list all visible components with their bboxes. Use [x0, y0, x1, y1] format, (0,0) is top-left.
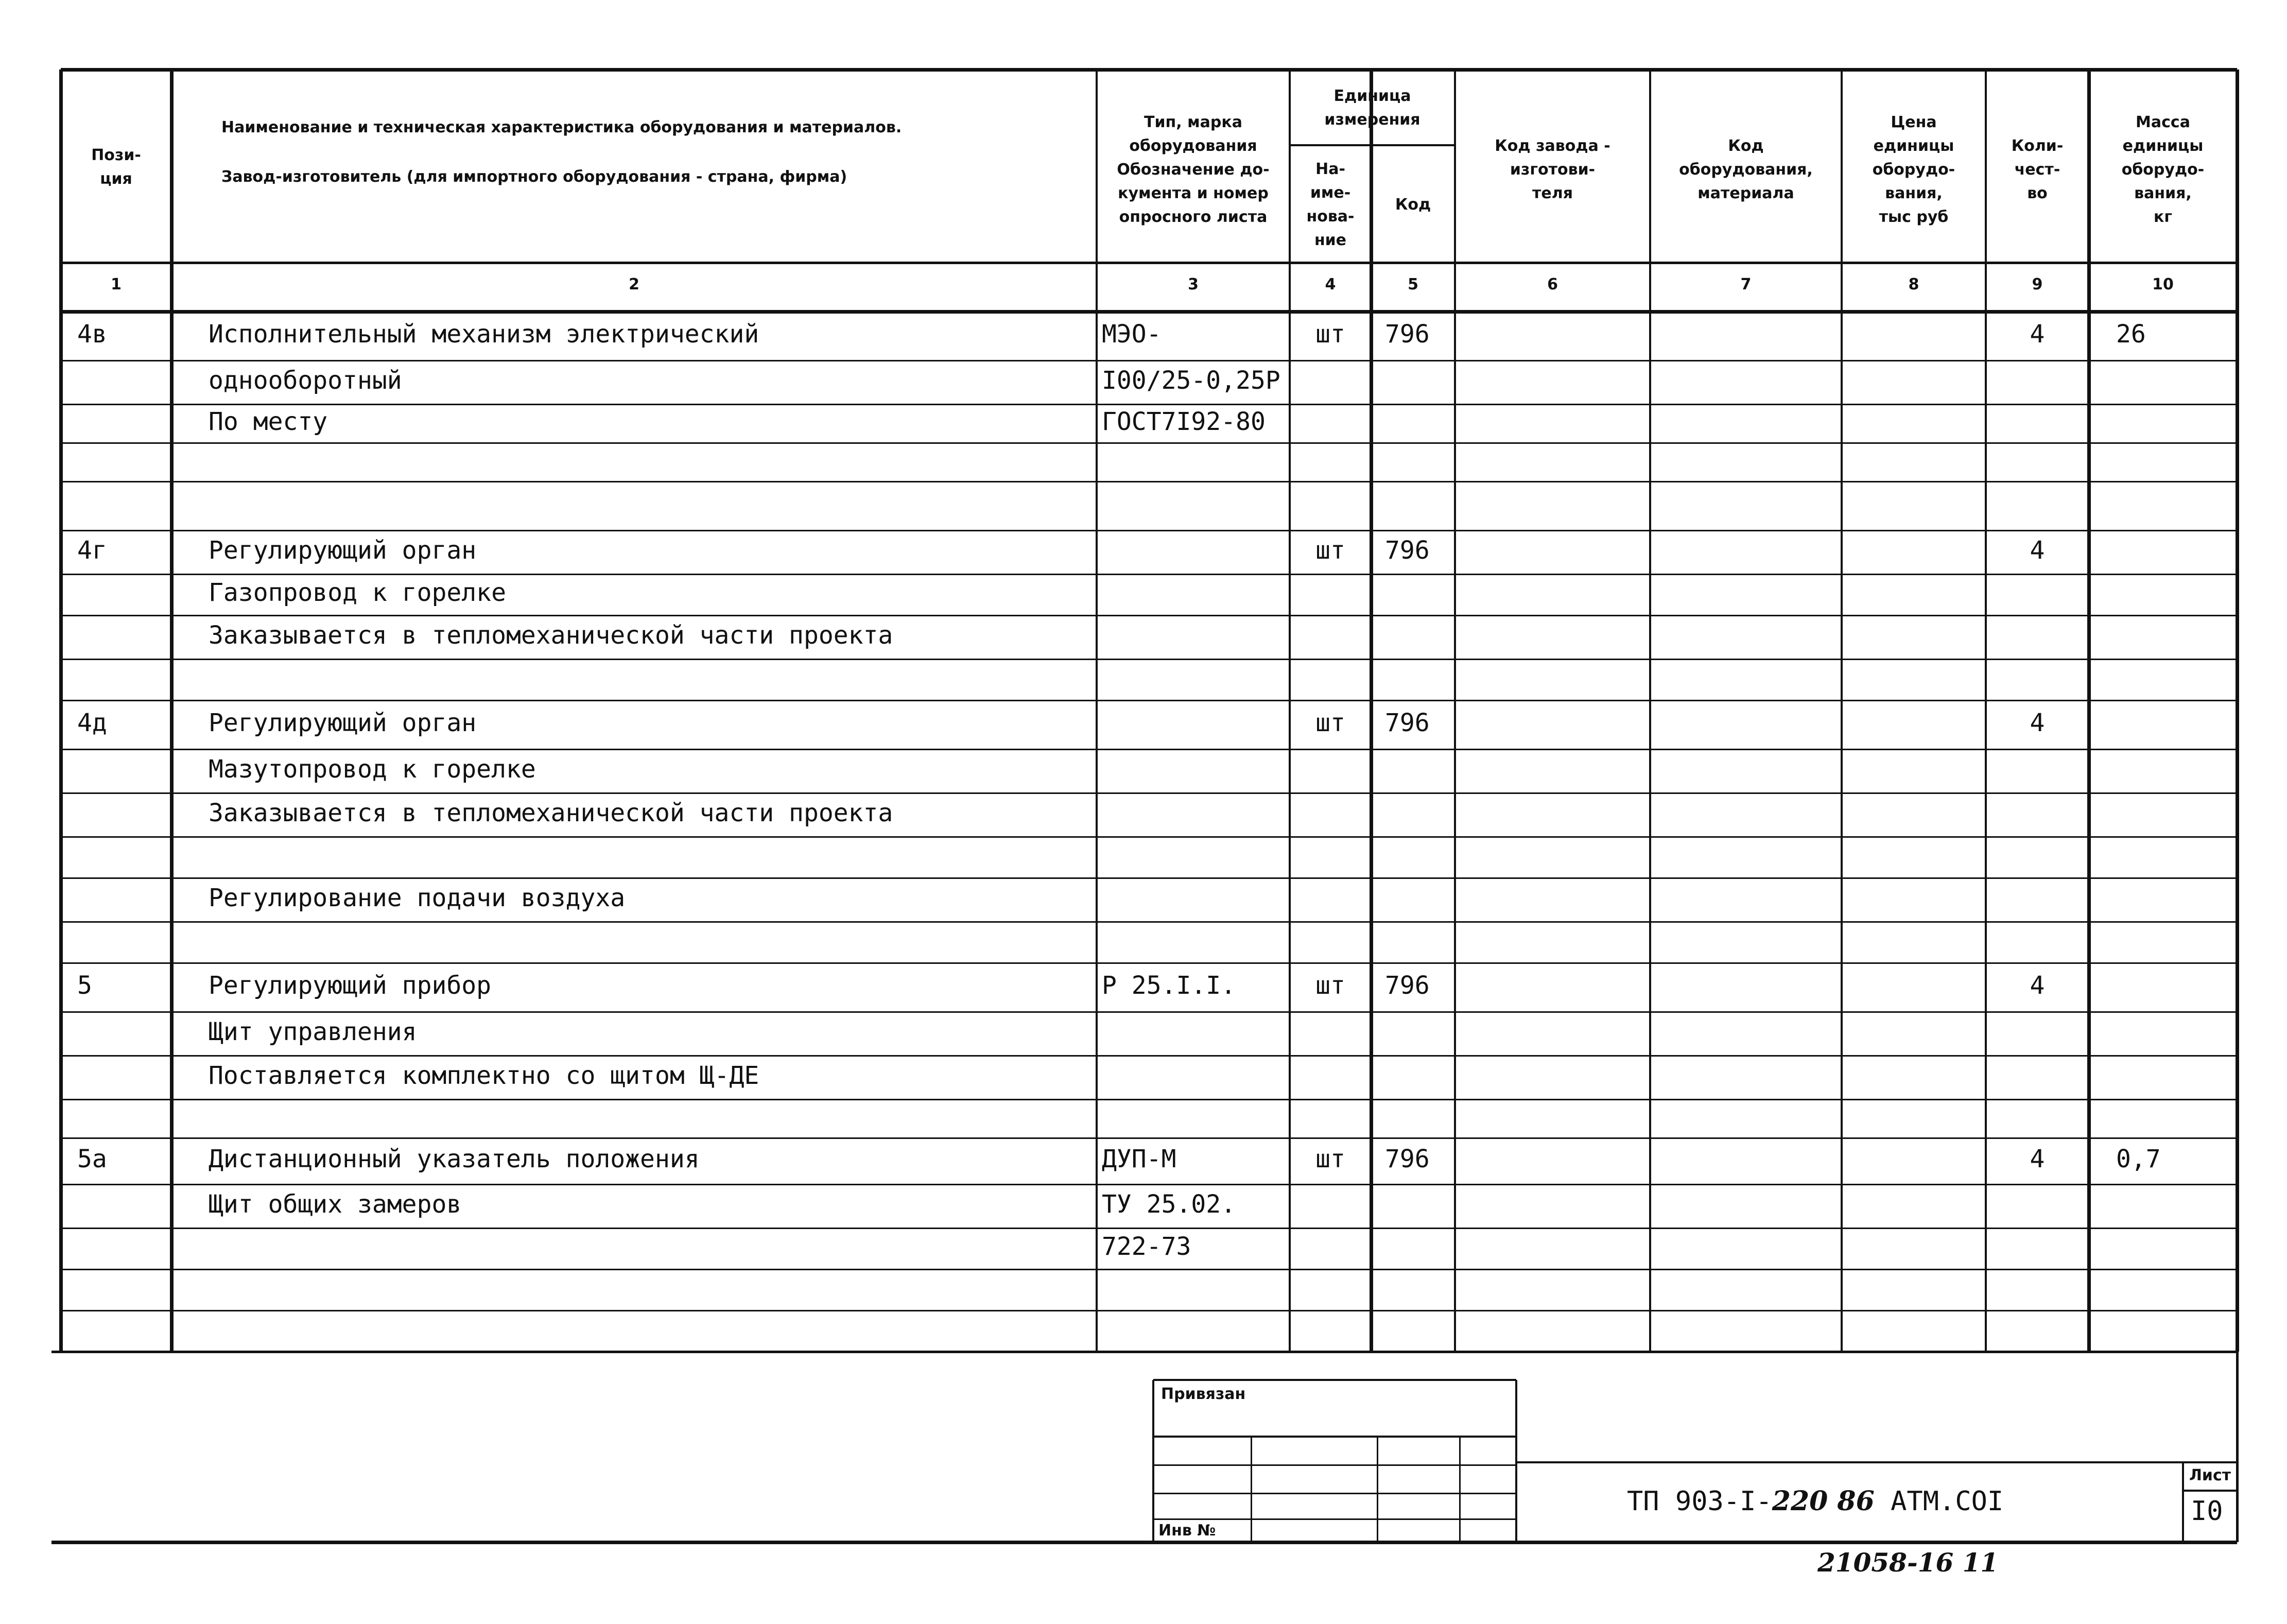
- stamp-inner-rule: [1377, 1437, 1378, 1542]
- cell-unit: шт: [1315, 708, 1345, 737]
- cell-pos: 4д: [77, 708, 107, 737]
- cell-name: Регулирующий орган: [209, 708, 477, 737]
- sheet-number: I0: [2191, 1496, 2223, 1527]
- cell-name: Мазутопровод к горелке: [209, 754, 536, 784]
- column-number: 4: [1325, 275, 1336, 293]
- header-unit-code: Код: [1395, 195, 1431, 214]
- column-number: 1: [111, 275, 122, 293]
- cell-name: Газопровод к горелке: [209, 578, 506, 607]
- handwritten-archive-number: 21058-16 11: [1817, 1547, 1999, 1578]
- cell-name: Исполнительный механизм электрический: [209, 319, 759, 349]
- cell-type: ДУП-М: [1102, 1145, 1176, 1173]
- table-row: [61, 1099, 2237, 1138]
- cell-unit: шт: [1315, 535, 1345, 565]
- header-unit-group: Единица измерения: [1324, 87, 1420, 129]
- cell-unit: шт: [1315, 1145, 1345, 1173]
- table-row: [61, 443, 2237, 481]
- cell-name: По месту: [209, 407, 328, 436]
- column-number: 2: [629, 275, 639, 293]
- cell-unit: шт: [1315, 971, 1345, 1000]
- column-number: 7: [1740, 275, 1752, 293]
- stamp-inner-rule: [1459, 1437, 1461, 1542]
- cell-name: Заказывается в тепломеханической части проекта: [209, 620, 893, 650]
- document-code: ТП 903-I-220 86 АТМ.СОI: [1627, 1485, 2004, 1517]
- cell-unit: шт: [1315, 319, 1345, 349]
- stamp-top-rule: [1153, 1379, 1516, 1381]
- cell-pos: 4в: [77, 319, 107, 349]
- header-factory-code: Код завода - изготови- теля: [1495, 137, 1610, 202]
- header-quantity: Коли- чест- во: [2011, 137, 2064, 202]
- stamp-rule: [1153, 1493, 1516, 1494]
- header-unit-name: На- име- нова- ние: [1306, 160, 1355, 249]
- stamp-rule: [1153, 1518, 1516, 1520]
- header-name: Наименование и техническая характеристика оборудования и материалов. Завод-изготовитель (для импортного оборудования - страна, фирма): [221, 118, 902, 186]
- cell-name: Заказывается в тепломеханической части проекта: [209, 798, 893, 827]
- frame-bottom-rule: [51, 1541, 2237, 1544]
- frame-rule: [51, 1351, 2237, 1353]
- sheet-label: Лист: [2189, 1466, 2231, 1484]
- header-equipment-code: Код оборудования, материала: [1679, 137, 1813, 202]
- cell-type: 722-73: [1102, 1232, 1191, 1261]
- stamp-rule: [1153, 1436, 1516, 1438]
- cell-type: ТУ 25.02.: [1102, 1189, 1236, 1219]
- cell-name: однооборотный: [209, 366, 402, 395]
- cell-type: МЭО-: [1102, 319, 1162, 349]
- header-position: Пози- ция: [91, 146, 141, 188]
- sheet-box-rule: [2183, 1490, 2237, 1492]
- table-row: [61, 659, 2237, 700]
- privyazan-label: Привязан: [1161, 1385, 1246, 1403]
- cell-name: Регулирующий прибор: [209, 971, 492, 1000]
- cell-mass: 26: [2116, 319, 2146, 349]
- cell-code: 796: [1385, 535, 1430, 565]
- cell-qty: 4: [2030, 535, 2045, 565]
- cell-name: Регулирование подачи воздуха: [209, 883, 626, 912]
- cell-mass: 0,7: [2116, 1145, 2161, 1173]
- cell-name: Поставляется комплектно со щитом Щ-ДЕ: [209, 1061, 759, 1090]
- cell-type: ГОСТ7I92-80: [1102, 407, 1266, 436]
- column-number: 5: [1408, 275, 1418, 293]
- cell-type: Р 25.I.I.: [1102, 971, 1236, 1000]
- stamp-inner-rule: [1251, 1437, 1252, 1542]
- cell-type: I00/25-0,25Р: [1102, 366, 1280, 395]
- table-row: [61, 1310, 2237, 1352]
- table-top-rule: [61, 68, 2237, 72]
- cell-qty: 4: [2030, 1145, 2045, 1173]
- inv-number-label: Инв №: [1158, 1522, 1216, 1540]
- column-number: 3: [1188, 275, 1199, 293]
- cell-qty: 4: [2030, 708, 2045, 737]
- header-type: Тип, марка оборудования Обозначение до- кумента и номер опросного листа: [1117, 113, 1270, 226]
- column-number: 10: [2152, 275, 2174, 293]
- cell-qty: 4: [2030, 319, 2045, 349]
- cell-code: 796: [1385, 1145, 1430, 1173]
- cell-pos: 4г: [77, 535, 107, 565]
- cell-name: Дистанционный указатель положения: [209, 1145, 700, 1173]
- header-mass: Масса единицы оборудо- вания, кг: [2121, 113, 2205, 226]
- cell-code: 796: [1385, 971, 1430, 1000]
- column-number: 9: [2032, 275, 2043, 293]
- cell-pos: 5: [77, 971, 92, 1000]
- column-number: 6: [1547, 275, 1558, 293]
- table-row: [61, 837, 2237, 878]
- table-row: [61, 1269, 2237, 1310]
- sheet-box-rule: [2182, 1462, 2184, 1542]
- cell-name: Щит управления: [209, 1017, 417, 1046]
- frame-right-rule: [2236, 1352, 2239, 1542]
- doc-block-rule: [1516, 1461, 2237, 1463]
- cell-name: Щит общих замеров: [209, 1189, 462, 1219]
- stamp-rule: [1153, 1464, 1516, 1466]
- table-row: [61, 481, 2237, 530]
- cell-pos: 5а: [77, 1145, 107, 1173]
- column-number: 8: [1908, 275, 1919, 293]
- table-row: [61, 922, 2237, 963]
- cell-name: Регулирующий орган: [209, 535, 477, 565]
- cell-qty: 4: [2030, 971, 2045, 1000]
- header-price: Цена единицы оборудо- вания, тыс руб: [1872, 113, 1955, 226]
- cell-code: 796: [1385, 319, 1430, 349]
- cell-code: 796: [1385, 708, 1430, 737]
